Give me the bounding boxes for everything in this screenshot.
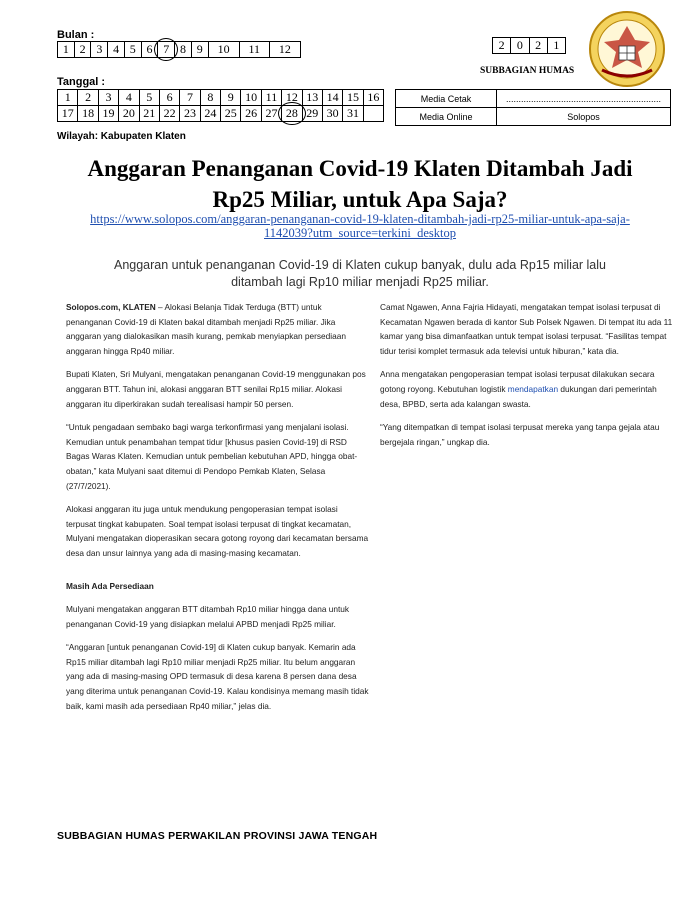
paragraph: Anna mengatakan pengoperasian tempat isolasi terpusat dilakukan secara gotong royong. Kebutuhan logistik mendapatkan dukungan dari pemerintah desa, BPBD, serta ada kalangan swasta. — [380, 369, 657, 409]
title-line: Rp25 Miliar, untuk Apa Saja? — [212, 187, 508, 212]
month-cell: 7 — [158, 42, 175, 58]
date-cell: 25 — [221, 106, 241, 122]
footer-text: SUBBAGIAN HUMAS PERWAKILAN PROVINSI JAWA TENGAH — [57, 830, 378, 842]
url-line[interactable]: https://www.solopos.com/anggaran-penanganan-covid-19-klaten-ditambah-jadi-rp25-miliar-untuk-apa-saja- — [90, 212, 630, 226]
date-cell: 2 — [78, 90, 98, 106]
date-cell — [363, 106, 383, 122]
month-cell: 1 — [58, 42, 75, 58]
year-digit: 2 — [529, 38, 547, 54]
date-cell: 8 — [200, 90, 220, 106]
article-url[interactable] — [40, 212, 680, 240]
paragraph: Alokasi anggaran itu juga untuk mendukung pengoperasian tempat isolasi terpusat tingkat kabupaten. Soal tempat isolasi terpusat di tingkat kecamatan, Mulyani mengatakan dioperasikan secara gotong royong dari kecamatan bersama desa dan unsur lainnya yang ada di masing-masing kecamatan. — [66, 504, 369, 558]
date-cell: 31 — [343, 106, 363, 122]
year-digit: 1 — [547, 38, 565, 54]
date-cell: 20 — [119, 106, 139, 122]
date-cell: 4 — [119, 90, 139, 106]
paragraph: “Untuk pengadaan sembako bagi warga terkonfirmasi yang menjalani isolasi. Kemudian untuk penambahan tempat tidur [khusus pasien Covid-19] di RSD Bagas Waras Klaten. Kemudian untuk pembelian kebutuhan APD, hingga obat-obatan,” kata Mulyani saat ditemui di Pendopo Pemkab Klaten, Selasa (27/7/2021). — [66, 422, 358, 491]
paragraph: Bupati Klaten, Sri Mulyani, mengatakan penanganan Covid-19 menggunakan pos anggaran BTT. Tahun ini, alokasi anggaran BTT senilai Rp15 miliar. Alokasi anggaran itu diperkirakan sudah terealisasi hampir 50 persen. — [66, 369, 366, 409]
date-cell: 22 — [159, 106, 179, 122]
media-table — [395, 89, 671, 126]
month-cell: 9 — [191, 42, 208, 58]
date-cell: 23 — [180, 106, 200, 122]
article-lead — [40, 257, 680, 291]
region-label: Wilayah: Kabupaten Klaten — [57, 131, 186, 142]
right-column — [380, 300, 676, 458]
month-cell: 3 — [91, 42, 108, 58]
lead-line: Anggaran untuk penanganan Covid-19 di Klaten cukup banyak, dulu ada Rp15 miliar lalu — [113, 258, 606, 272]
date-cell: 18 — [78, 106, 98, 122]
year-digit: 2 — [493, 38, 511, 54]
month-cell: 8 — [175, 42, 192, 58]
month-cell: 11 — [239, 42, 269, 58]
year-digit: 0 — [511, 38, 529, 54]
date-cell: 27 — [261, 106, 281, 122]
lead-line: ditambah lagi Rp10 miliar menjadi Rp25 miliar. — [231, 275, 489, 289]
title-line: Anggaran Penanganan Covid-19 Klaten Ditambah Jadi — [87, 156, 633, 181]
year-box — [492, 37, 566, 54]
month-cell: 5 — [124, 42, 141, 58]
paragraph: “Yang ditempatkan di tempat isolasi terpusat mereka yang tanpa gejala atau bergejala ringan,” ungkap dia. — [380, 422, 660, 447]
month-cell: 6 — [141, 42, 158, 58]
subheading: Masih Ada Persediaan — [66, 580, 154, 591]
month-cell: 2 — [74, 42, 91, 58]
date-cell: 9 — [221, 90, 241, 106]
inline-link[interactable]: mendapatkan — [507, 383, 559, 394]
date-cell: 28 — [282, 106, 302, 122]
url-line[interactable]: 1142039?utm_source=terkini_desktop — [264, 226, 456, 240]
department-label: SUBBAGIAN HUMAS — [480, 66, 575, 76]
date-cell: 13 — [302, 90, 322, 106]
date-grid — [57, 89, 384, 122]
date-cell: 11 — [261, 90, 281, 106]
date-cell: 7 — [180, 90, 200, 106]
month-cell: 12 — [269, 42, 300, 58]
paragraph: “Anggaran [untuk penanganan Covid-19] di Klaten cukup banyak. Kemarin ada Rp15 miliar ditambah lagi Rp10 miliar menjadi Rp25 miliar. Itu belum anggaran yang ada di masing-masing OPD termasuk di desa karena 8 persen dana desa yang diterima untuk penanganan Covid-19. Kalau kondisinya memang masih tidak baik, kami masih ada persediaan Rp40 miliar,” jelas dia. — [66, 642, 369, 711]
date-cell: 29 — [302, 106, 322, 122]
date-cell: 14 — [322, 90, 342, 106]
date-cell: 21 — [139, 106, 159, 122]
date-cell: 19 — [98, 106, 118, 122]
media-online-label: Media Online — [396, 108, 497, 126]
date-cell: 3 — [98, 90, 118, 106]
left-column — [66, 300, 369, 722]
article-title — [40, 153, 680, 215]
tanggal-label: Tanggal : — [57, 76, 106, 88]
month-cell: 10 — [208, 42, 239, 58]
dateline: Solopos.com, KLATEN — [66, 302, 156, 312]
date-cell: 17 — [58, 106, 78, 122]
date-cell: 16 — [363, 90, 383, 106]
coat-of-arms-emblem — [588, 10, 666, 88]
date-cell: 12 — [282, 90, 302, 106]
date-cell: 6 — [159, 90, 179, 106]
date-cell: 5 — [139, 90, 159, 106]
bulan-label: Bulan : — [57, 29, 95, 41]
paragraph: Mulyani mengatakan anggaran BTT ditambah Rp10 miliar hingga dana untuk penanganan Covid-19 yang disiapkan melalui APBD menjadi Rp25 miliar. — [66, 604, 350, 629]
paragraph: Camat Ngawen, Anna Fajria Hidayati, mengatakan tempat isolasi terpusat di Kecamatan Ngawen berada di kantor Sub Polsek Ngawen. Di tempat itu ada 11 kamar yang bisa dimanfaatkan untuk tempat isolasi terpusat. “Fasilitas tempat tidur terisi komplet termasuk ada televisi untuk hiburan,” kata dia. — [380, 302, 673, 356]
date-cell: 24 — [200, 106, 220, 122]
media-cetak-label: Media Cetak — [396, 90, 497, 108]
media-online-value: Solopos — [497, 108, 671, 126]
paragraph: Solopos.com, KLATEN – Alokasi Belanja Tidak Terduga (BTT) untuk penanganan Covid-19 di Klaten bakal ditambah menjadi Rp25 miliar. Jika anggaran yang dialokasikan masih kurang, pemkab menyiapkan persediaan anggaran hingga Rp40 miliar. — [66, 302, 346, 356]
date-cell: 10 — [241, 90, 261, 106]
media-cetak-value: .............................................................. — [497, 90, 671, 108]
month-grid — [57, 41, 301, 58]
date-cell: 26 — [241, 106, 261, 122]
date-cell: 30 — [322, 106, 342, 122]
date-cell: 15 — [343, 90, 363, 106]
date-cell: 1 — [58, 90, 78, 106]
month-cell: 4 — [108, 42, 125, 58]
